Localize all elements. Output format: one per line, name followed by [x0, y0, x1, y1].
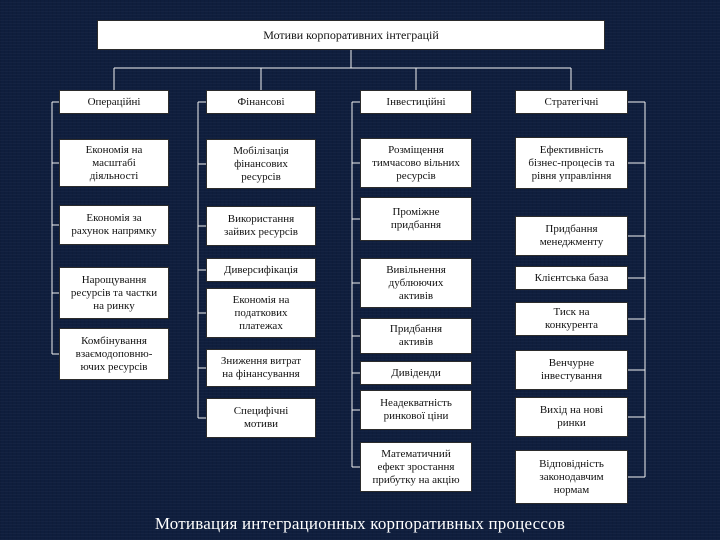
item-strategic-4: Тиск на конкурента [515, 302, 628, 336]
item-investment-7: Математичний ефект зростання прибутку на акцію [360, 442, 472, 492]
root-box [97, 20, 605, 50]
item-strategic-7: Відповідність законодавчим нормам [515, 450, 628, 504]
item-investment-1: Розміщення тимчасово вільних ресурсів [360, 138, 472, 188]
header-investment: Інвестиційні [360, 90, 472, 114]
item-financial-3: Диверсифікація [206, 258, 316, 282]
root-label: Мотиви корпоративних інтеграцій [263, 27, 439, 42]
item-operational-3: Нарощування ресурсів та частки на ринку [59, 267, 169, 319]
item-operational-1: Економія на масштабі діяльності [59, 139, 169, 187]
item-strategic-5: Венчурне інвестування [515, 350, 628, 390]
item-financial-1: Мобілізація фінансових ресурсів [206, 139, 316, 189]
item-investment-5: Дивіденди [360, 361, 472, 385]
item-strategic-1: Ефективність бізнес-процесів та рівня управління [515, 137, 628, 189]
item-financial-4: Економія на податкових платежах [206, 288, 316, 338]
header-financial: Фінансові [206, 90, 316, 114]
item-financial-5: Зниження витрат на фінансування [206, 349, 316, 387]
item-investment-2: Проміжне придбання [360, 197, 472, 241]
header-strategic: Стратегічні [515, 90, 628, 114]
caption: Мотивация интеграционных корпоративных процессов [154, 514, 566, 533]
item-operational-4: Комбінування взаємодоповню- ючих ресурсів [59, 328, 169, 380]
item-strategic-6: Вихід на нові ринки [515, 397, 628, 437]
header-operational: Операційні [59, 90, 169, 114]
item-financial-6: Специфічні мотиви [206, 398, 316, 438]
item-investment-3: Вивільнення дублюючих активів [360, 258, 472, 308]
item-strategic-3: Клієнтська база [515, 266, 628, 290]
item-investment-6: Неадекватність ринкової ціни [360, 390, 472, 430]
item-strategic-2: Придбання менеджменту [515, 216, 628, 256]
item-financial-2: Використання зайвих ресурсів [206, 206, 316, 246]
item-investment-4: Придбання активів [360, 318, 472, 354]
item-operational-2: Економія за рахунок напрямку [59, 205, 169, 245]
